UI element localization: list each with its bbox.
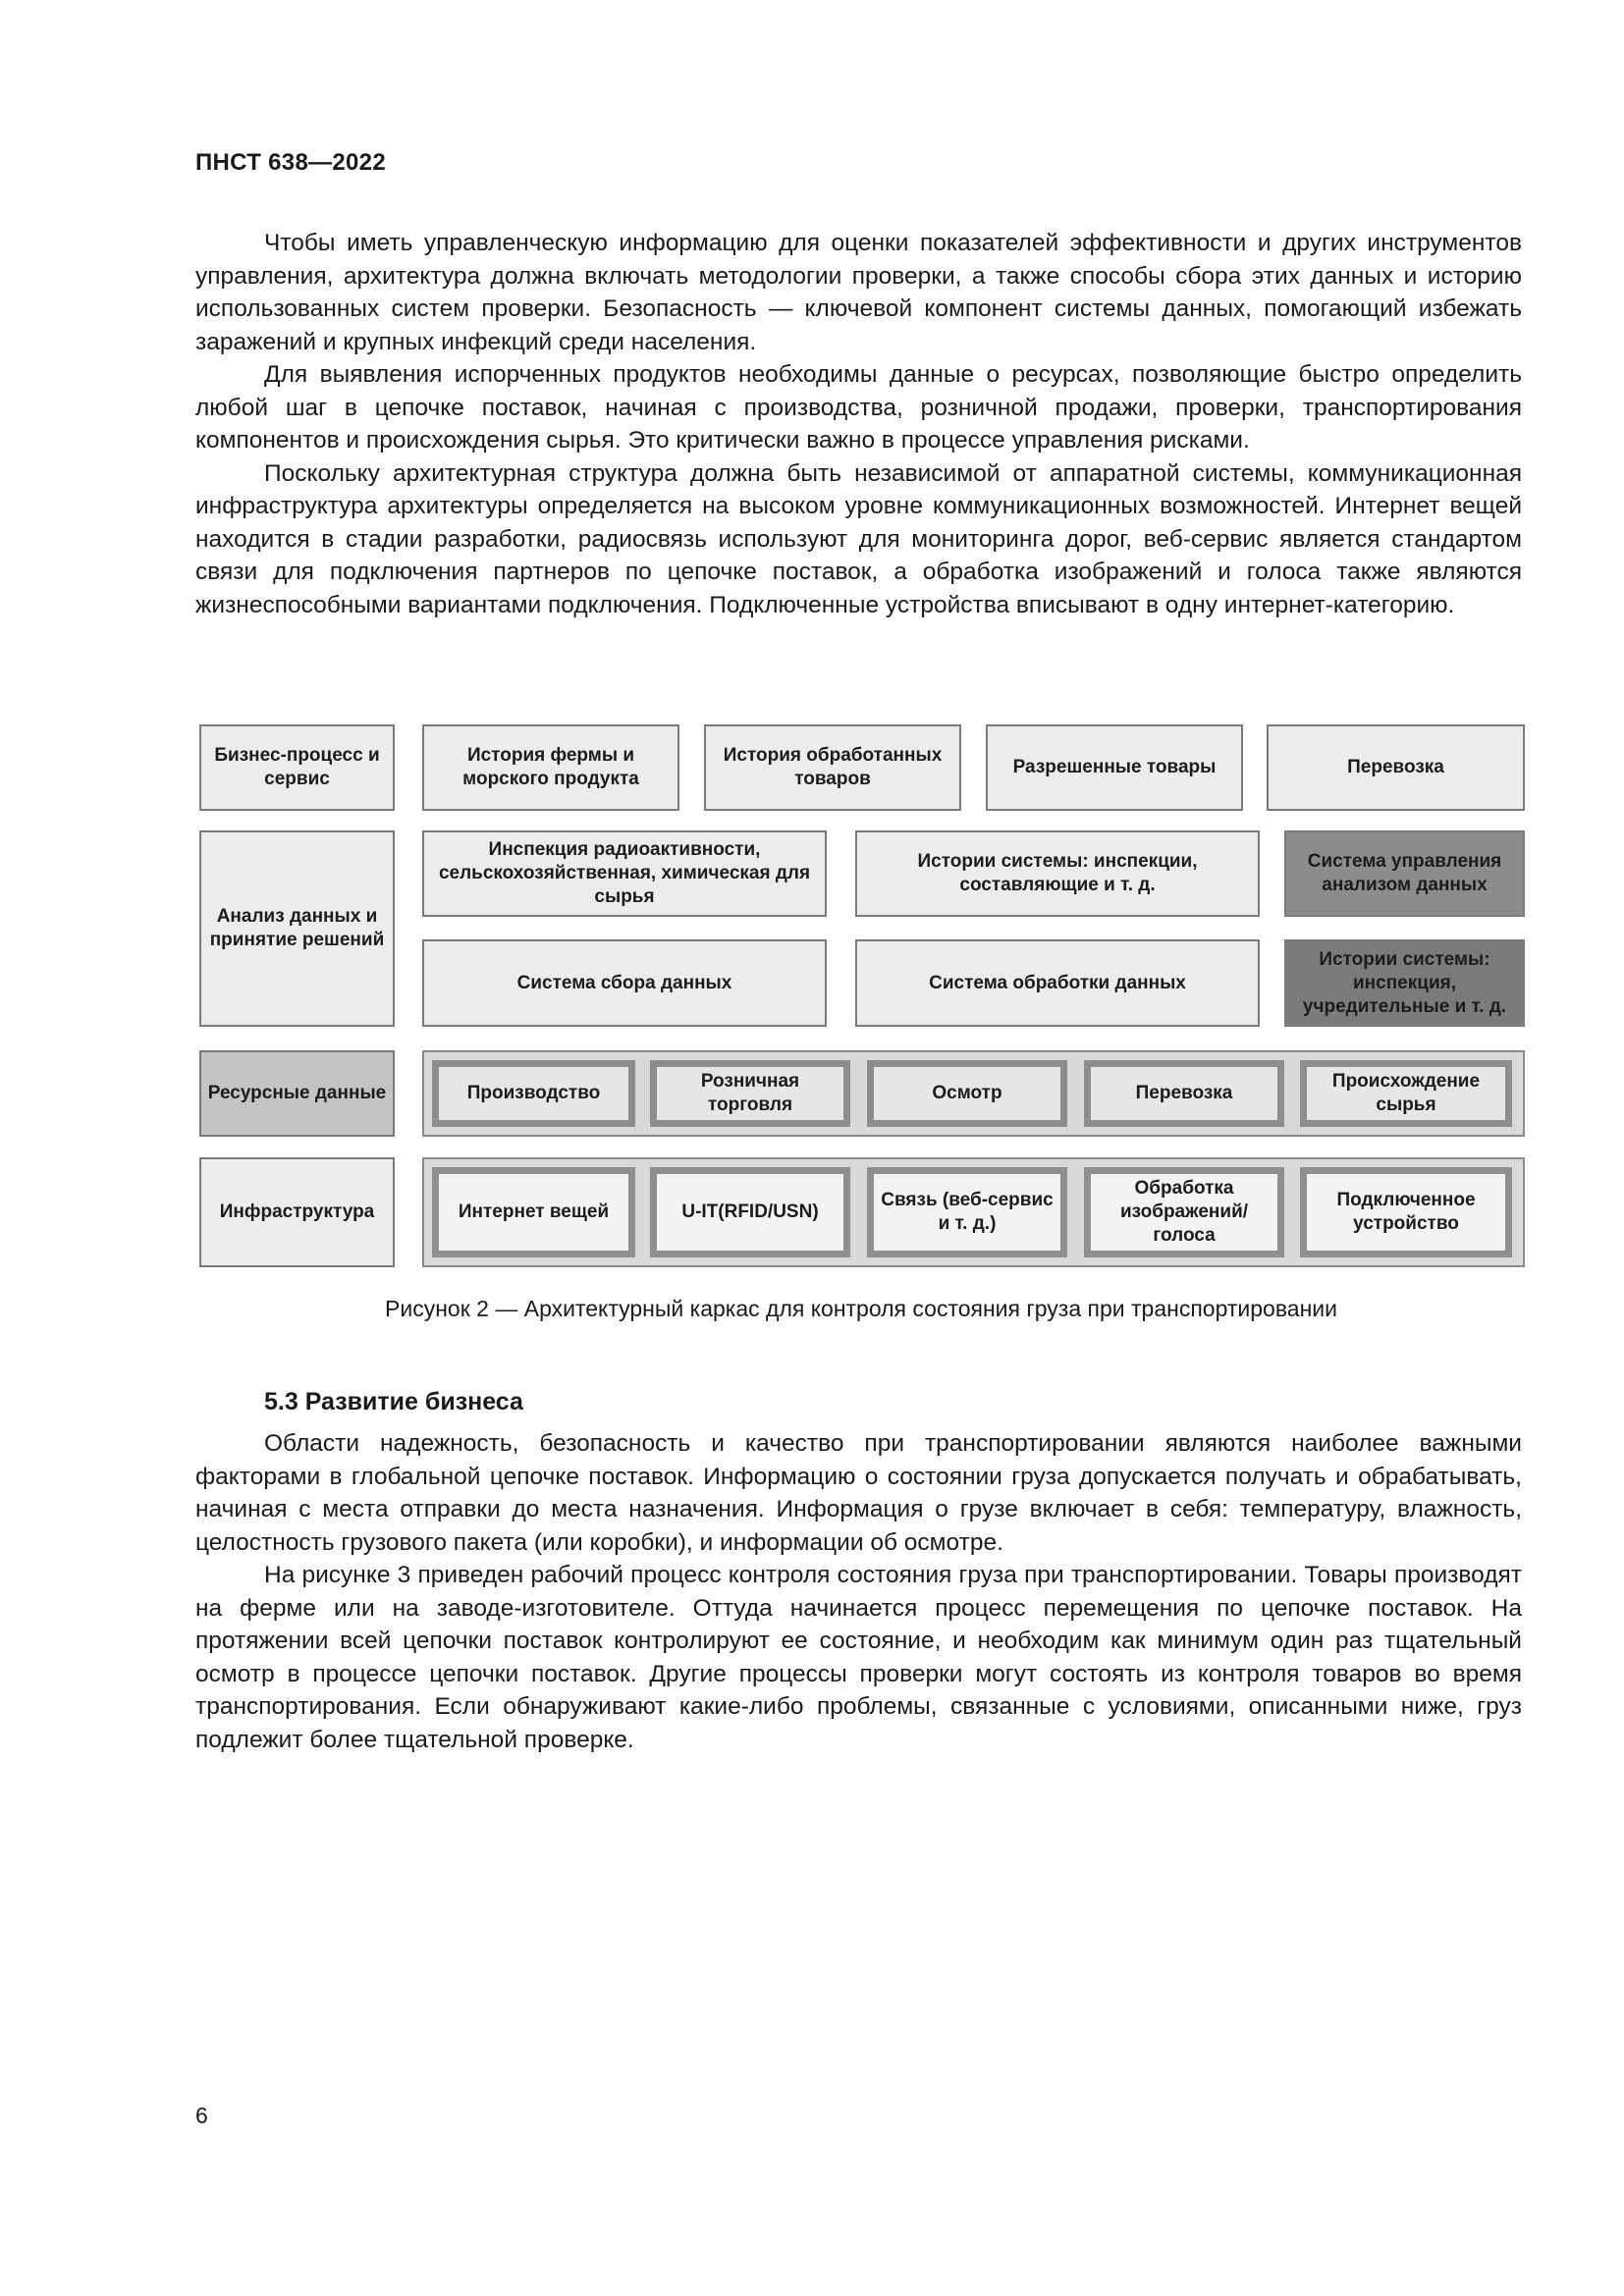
resource-data-container xyxy=(422,1050,1525,1137)
permitted-goods-box: Разрешенные товары xyxy=(986,724,1243,811)
u-it-box: U-IT(RFID/USN) xyxy=(650,1167,850,1257)
page-number: 6 xyxy=(195,2103,208,2128)
connected-device-box: Подключенное устройство xyxy=(1300,1167,1512,1257)
row-label-infrastructure: Инфраструктура xyxy=(199,1157,395,1267)
intro-text xyxy=(195,227,1522,621)
raw-origin-box: Происхождение сырья xyxy=(1300,1060,1512,1127)
paragraph: Для выявления испорченных продуктов необходимы данные о ресурсах, позволяющие быстро определить любой шаг в цепочке поставок, начиная с производства, розничной продажи, проверки, транспортирования компонентов и происхождения сырья. Это критически важно в процессе управления рисками. xyxy=(195,361,1522,454)
paragraph: На рисунке 3 приведен рабочий процесс контроля состояния груза при транспортировании. Товары производят на ферме или на заводе-изготовителе. Оттуда начинается процесс перемещения по цепочке поставок. На протяжении всей цепочки поставок контролируют ее состояние, и необходим как минимум один раз тщательный осмотр в процессе цепочки поставок. Другие процессы проверки могут состоять из контроля товаров во время транспортирования. Если обнаруживают какие-либо проблемы, связанные с условиями, описанными ниже, груз подлежит более тщательной проверке. xyxy=(195,1562,1522,1753)
communication-box: Связь (веб-сервис и т. д.) xyxy=(867,1167,1067,1257)
production-box: Производство xyxy=(432,1060,635,1127)
processed-goods-history-box: История обработанных товаров xyxy=(704,724,961,811)
row-label-resource-data: Ресурсные данные xyxy=(199,1050,395,1137)
inspection-resource-box: Осмотр xyxy=(867,1060,1067,1127)
transport-resource-box: Перевозка xyxy=(1084,1060,1284,1127)
paragraph: Чтобы иметь управленческую информацию для оценки показателей эффективности и других инструментов управления, архитектура должна включать методологии проверки, а также способы сбора этих данных и историю использованных систем проверки. Безопасность — ключевой компонент системы данных, помогающий избежать заражений и крупных инфекций среди населения. xyxy=(195,230,1522,355)
paragraph: Поскольку архитектурная структура должна быть независимой от аппаратной системы, коммуникационная инфраструктура архитектуры определяется на высоком уровне коммуникационных возможностей. Интернет вещей находится в стадии разработки, радиосвязь используют для мониторинга дорог, веб-сервис является стандартом связи для подключения партнеров по цепочке поставок, а обработка изображений и голоса также являются жизнеспособными вариантами подключения. Подключенные устройства вписывают в одну интернет-категорию. xyxy=(195,459,1522,618)
farm-history-box: История фермы и морского продукта xyxy=(422,724,679,811)
section-heading: 5.3 Развитие бизнеса xyxy=(264,1388,523,1415)
retail-box: Розничная торговля xyxy=(650,1060,850,1127)
inspection-box: Инспекция радиоактивности, сельскохозяйственная, химическая для сырья xyxy=(422,830,827,917)
transport-box: Перевозка xyxy=(1267,724,1525,811)
analysis-management-box: Система управления анализом данных xyxy=(1284,830,1525,917)
system-histories-2-box: Истории системы: инспекция, учредительные и т. д. xyxy=(1284,939,1525,1027)
iot-box: Интернет вещей xyxy=(432,1167,635,1257)
infrastructure-container xyxy=(422,1157,1525,1267)
image-voice-processing-box: Обработка изображений/ голоса xyxy=(1084,1167,1284,1257)
data-processing-box: Система обработки данных xyxy=(855,939,1260,1027)
section-text xyxy=(195,1427,1522,1756)
data-collection-box: Система сбора данных xyxy=(422,939,827,1027)
document-code: ПНСТ 638—2022 xyxy=(195,149,386,176)
paragraph: Области надежность, безопасность и качество при транспортировании являются наиболее важными факторами в глобальной цепочке поставок. Информацию о состоянии груза допускается получать и обрабатывать, начиная с места отправки до места назначения. Информация о грузе включает в себя: температуру, влажность, целостность грузового пакета (или коробки), и информации об осмотре. xyxy=(195,1430,1522,1556)
row-label-business-process: Бизнес-процесс и сервис xyxy=(199,724,395,811)
system-histories-box: Истории системы: инспекции, составляющие и т. д. xyxy=(855,830,1260,917)
figure-caption: Рисунок 2 — Архитектурный каркас для контроля состояния груза при транспортировании xyxy=(385,1296,1337,1321)
architecture-figure xyxy=(195,715,1527,1274)
row-label-data-analysis: Анализ данных и принятие решений xyxy=(199,830,395,1027)
